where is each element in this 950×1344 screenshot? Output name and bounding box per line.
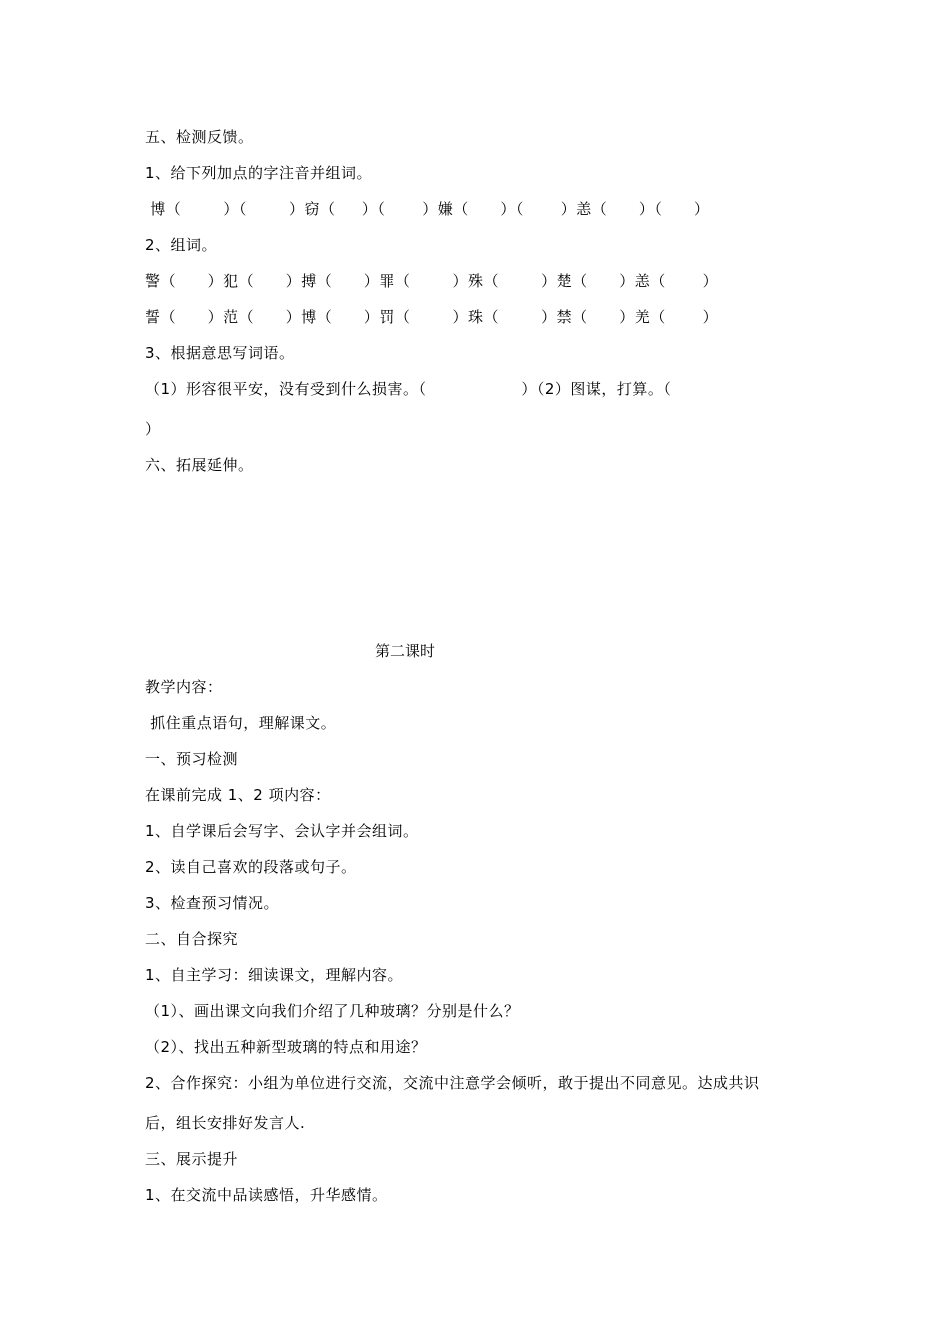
teaching-content-text: 抓住重点语句，理解课文。 <box>145 714 337 732</box>
question-3-line-1: （1）形容很平安，没有受到什么损害。（ ）（2）图谋，打算。（ <box>145 380 672 398</box>
part-1-heading: 一、预习检测 <box>145 750 239 768</box>
part-1-item-1: 1、自学课后会写字、会认字并会组词。 <box>145 822 419 840</box>
question-3-line-2: ） <box>145 420 161 438</box>
question-2-heading: 2、组词。 <box>145 236 218 254</box>
lesson-2-title: 第二课时 <box>374 642 435 660</box>
question-2-row-1: 警（ ）犯（ ）搏（ ）罪（ ）殊（ ）楚（ ）恙（ ） <box>145 272 719 290</box>
question-2-row-2: 誓（ ）范（ ）博（ ）罚（ ）珠（ ）禁（ ）羌（ ） <box>145 308 719 326</box>
part-2-sub-1: （1）、画出课文向我们介绍了几种玻璃？分别是什么？ <box>145 1002 520 1020</box>
part-2-item-1: 1、自主学习：细读课文，理解内容。 <box>145 966 404 984</box>
part-1-item-3: 3、检查预习情况。 <box>145 894 280 912</box>
part-2-item-2-line-2: 后，组长安排好发言人. <box>145 1114 306 1132</box>
part-2-heading: 二、自合探究 <box>145 930 239 948</box>
section-5-heading: 五、检测反馈。 <box>145 128 254 146</box>
teaching-content-label: 教学内容： <box>145 678 223 696</box>
question-3-heading: 3、根据意思写词语。 <box>145 344 295 362</box>
part-3-item-1: 1、在交流中品读感悟，升华感情。 <box>145 1186 388 1204</box>
part-1-item-2: 2、读自己喜欢的段落或句子。 <box>145 858 357 876</box>
part-3-heading: 三、展示提升 <box>145 1150 239 1168</box>
question-1-blanks: 博（ ）（ ）窃（ ）（ ）嫌（ ）（ ）恙（ ）（ ） <box>145 200 710 218</box>
section-6-heading: 六、拓展延伸。 <box>145 456 254 474</box>
part-1-intro: 在课前完成 1、2 项内容： <box>145 786 331 804</box>
part-2-sub-2: （2）、找出五种新型玻璃的特点和用途？ <box>145 1038 427 1056</box>
question-1-heading: 1、给下列加点的字注音并组词。 <box>145 164 373 182</box>
part-2-item-2-line-1: 2、合作探究：小组为单位进行交流，交流中注意学会倾听，敢于提出不同意见。达成共识 <box>145 1074 760 1092</box>
